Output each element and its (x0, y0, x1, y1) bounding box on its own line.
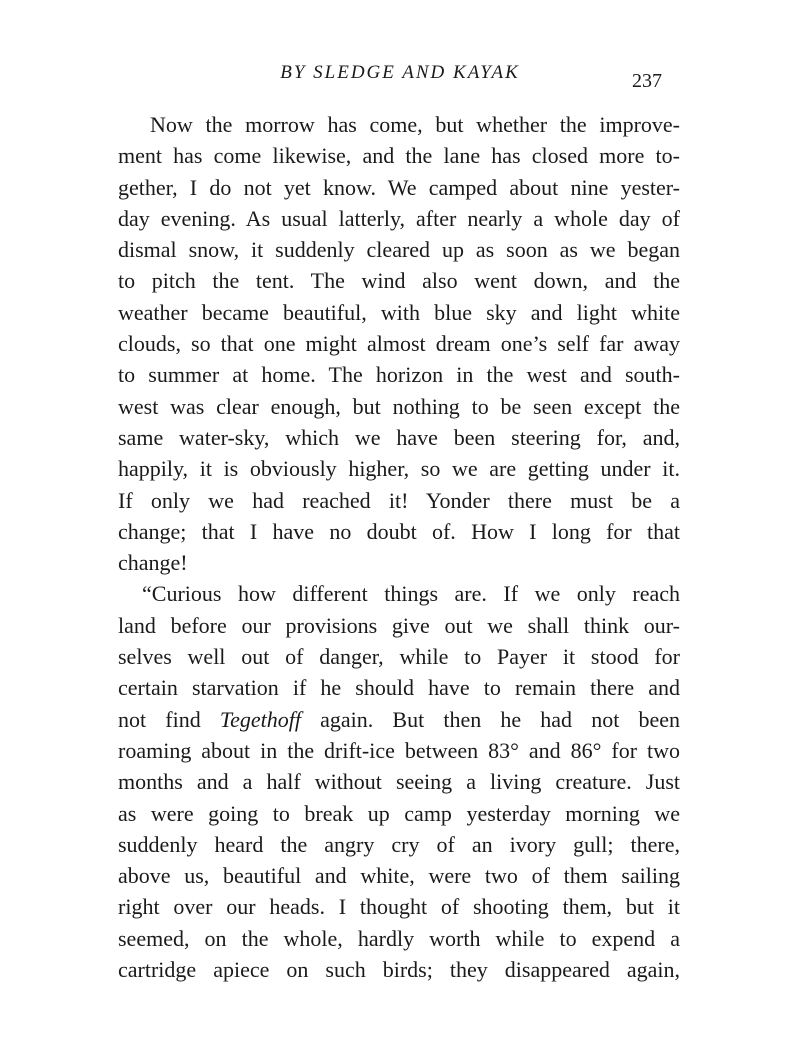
text-line: weather became beautiful, with blue sky and light white (118, 299, 680, 325)
text-line: change; that I have no doubt of. How I long for that (118, 518, 680, 544)
text-line: suddenly heard the angry cry of an ivory gull; there, (118, 831, 680, 857)
text-line: “Curious how different things are. If we only reach (142, 581, 680, 607)
text-line: certain starvation if he should have to remain there and (118, 675, 680, 701)
text-line: to summer at home. The horizon in the west and south- (118, 362, 680, 388)
text-line: land before our provisions give out we shall think our- (118, 612, 680, 638)
text-line (118, 704, 680, 735)
text-line: selves well out of danger, while to Payer it stood for (118, 644, 680, 670)
text-line: to pitch the tent. The wind also went down, and the (118, 268, 680, 294)
text-line: months and a half without seeing a living creature. Just (118, 769, 680, 795)
text-line: west was clear enough, but nothing to be seen except the (118, 393, 680, 419)
text-line: same water-sky, which we have been steering for, and, (118, 424, 680, 450)
ship-name: Tegethoff (219, 706, 301, 732)
text-line: ment has come likewise, and the lane has closed more to- (118, 143, 680, 169)
text-line: cartridge apiece on such birds; they disappeared again, (118, 957, 680, 983)
text-line: If only we had reached it! Yonder there must be a (118, 487, 680, 513)
running-head: BY SLEDGE AND KAYAK (280, 62, 520, 83)
text-line: Now the morrow has come, but whether the improve- (150, 112, 680, 137)
text-line: as were going to break up camp yesterday morning we (118, 800, 680, 826)
text-line: seemed, on the whole, hardly worth while to expend a (118, 925, 680, 951)
body-text (118, 109, 680, 985)
text-line: happily, it is obviously higher, so we are getting under it. (118, 456, 680, 482)
text-line: change! (118, 550, 188, 576)
text-line: gether, I do not yet know. We camped about nine yester- (118, 174, 680, 200)
text-line: above us, beautiful and white, were two of them sailing (118, 863, 680, 889)
text-line: clouds, so that one might almost dream one’s self far away (118, 331, 680, 357)
page-number: 237 (632, 70, 662, 92)
text-line: roaming about in the drift-ice between 83° and 86° for two (118, 737, 680, 763)
text-line: right over our heads. I thought of shooting them, but it (118, 894, 680, 920)
text-line: dismal snow, it suddenly cleared up as soon as we began (118, 237, 680, 263)
text-segment: not find (118, 706, 220, 732)
text-line: day evening. As usual latterly, after nearly a whole day of (118, 205, 680, 231)
text-segment: again. But then he had not been (300, 706, 680, 732)
